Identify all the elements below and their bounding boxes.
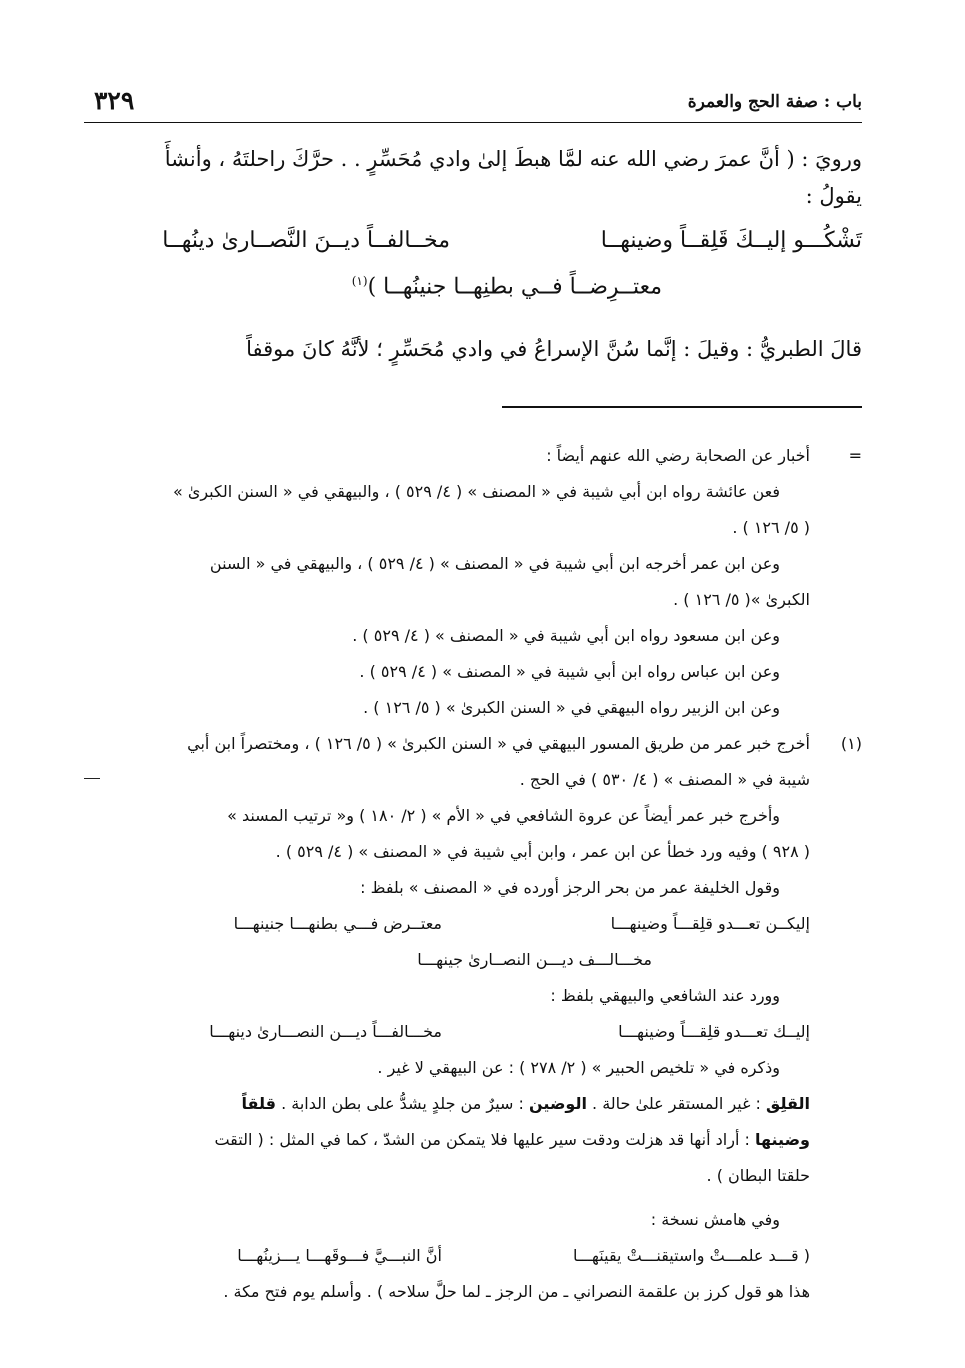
note-text: وعن ابن مسعود رواه ابن أبي شيبة في « المصنف » ( ٤/ ٥٢٩ ) . [352,626,780,645]
note-text: الكبرىٰ »( ٥/ ١٢٦ ) . [673,590,810,609]
glossary-term: وضينها [754,1130,810,1149]
note-line [84,1052,862,1088]
verse-hemistich: مخـــالفـــاً ديـــن النصـــارىٰ دينهـــا [209,1022,442,1041]
note-line [84,620,862,656]
note-line [84,836,862,872]
note-line [84,1204,862,1240]
verse-line-1 [84,222,862,268]
verse-hemistich: إليــك تعـــدو قلِقـــاً وضينهـــا [618,1022,810,1041]
verse-hemistich-1: تَشْكُـــو إليــكَ قَلِقــاً وضينهــا [600,228,862,253]
footnote-ref: (١) [351,274,368,288]
glossary-text: : أراد أنها قد هزلت ودقت سير عليها فلا يتمكن من الشدّ ، كما في المثل : ( التقت [214,1130,755,1149]
main-line-1: ورويَ : ( أنَّ عمرَ رضي الله عنه لمَّا هبطَ إلىٰ وادي مُحَسِّرٍ . . حرَّكَ راحلتَهُ ، وأنشأَ [164,147,862,171]
verse-hemistich: إليكــن تعـــدو قلِقـــاً وضينهـــا [610,914,810,933]
main-text [84,128,862,380]
note-text: وورد عند الشافعي والبيهقي بلفظ : [550,986,780,1005]
note-line [84,440,862,476]
verse-line [84,1016,862,1052]
note-text: ( ٩٢٨ ) وفيه ورد خطأ عن ابن عمر ، وابن أبي شيبة في « المصنف » ( ٤/ ٥٢٩ ) . [275,842,810,861]
footnotes [84,440,862,1312]
glossary-term: قلقاً [241,1094,277,1113]
page-number: ٣٢٩ [94,86,135,115]
note-text: وقول الخليفة عمر من بحر الرجز أورده في « المصنف » بلفظ : [360,878,780,897]
note-line [84,800,862,836]
note-line [84,512,862,548]
note-line [84,980,862,1016]
note-text: حلقتا البطان ) . [706,1166,810,1185]
chapter-title: باب : صفة الحج والعمرة [687,92,862,112]
note-line [84,692,862,728]
note-text: أخرج خبر عمر من طريق المسور البيهقي في « السنن الكبرىٰ » ( ٥/ ١٢٦ ) ، ومختصراً ابن أبي [187,734,810,753]
note-line [84,728,862,764]
verse-line-2 [84,268,862,318]
note-line [84,1088,862,1124]
glossary-term: القلِق [766,1094,810,1113]
note-text: وعن ابن عمر أخرجه ابن أبي شيبة في « المصنف » ( ٤/ ٥٢٩ ) ، والبيهقي في « السنن [209,554,780,573]
note-line [84,584,862,620]
note-text: وذكره في « تلخيص الحبير » ( ٢/ ٢٧٨ ) : عن البيهقي لا غير . [377,1058,780,1077]
verse-hemistich-2: مخــالفــاً ديــنَ النَّصــارىٰ دينُهــا [162,228,450,253]
glossary-line-2 [214,1130,810,1149]
note-line [84,1160,862,1204]
verse-hemistich: ( قـــد علمـــتْ واستيقنـــتْ يقينَهـــا [572,1246,810,1265]
footnote-number: (١) [840,734,862,753]
note-text: شيبة في « المصنف » ( ٤/ ٥٣٠ ) في الحج . [519,770,810,789]
note-text: فعن عائشة رواه ابن أبي شيبة في « المصنف » ( ٤/ ٥٢٩ ) ، والبيهقي في « السنن الكبرىٰ » [172,482,780,501]
note-line [84,1276,862,1312]
note-text: أخبار عن الصحابة رضي الله عنهم أيضاً : [546,446,810,465]
main-line-2: يقولُ : [805,184,862,208]
note-text: وأخرج خبر عمر أيضاً عن عروة الشافعي في « الأم » ( ٢/ ١٨٠ ) و« ترتيب المسند » [227,806,780,825]
verse-line [84,944,862,980]
glossary-term: الوضين [529,1094,587,1113]
continuation-mark: = [848,446,862,465]
note-line [84,548,862,584]
note-line [84,872,862,908]
verse-line [84,1240,862,1276]
note-text: ( ٥/ ١٢٦ ) . [732,518,810,537]
verse-hemistich: معتــرض فـــي بطنهـــا جنينهـــا [233,914,442,933]
note-line [84,764,862,800]
note-text: وفي هامش نسخة : [650,1210,780,1229]
main-line-3: قالَ الطبريُّ : وقيلَ : إنَّما سُنَّ الإسراعُ في وادي مُحَسِّرٍ ؛ لأنَّهُ كانَ موقفاً [246,337,862,361]
footnote-separator [502,406,862,408]
verse-hemistich-3: معتــرِضــاً فــي بطنِهــا جنينُهــا )$^{(١)}$ [351,274,662,300]
note-text: وعن ابن عباس رواه ابن أبي شيبة في « المصنف » ( ٤/ ٥٢٩ ) . [359,662,780,681]
note-line [84,656,862,692]
glossary-line-1 [241,1094,810,1113]
verse-hemistich: مخـــالـــف ديـــن النصــارىٰ جينهـــا [417,950,652,969]
verse-hemistich: أنَّ النبـــيَّ فـــوقَهـــا يـــزينُهـــا [237,1246,442,1265]
page-header [84,88,862,123]
note-line [84,1124,862,1160]
glossary-text: : سيرٌ من جلدٍ يشدُّ على بطن الدابة . [276,1094,530,1113]
margin-dash [84,778,100,779]
note-text: وعن ابن الزبير رواه البيهقي في « السنن الكبرىٰ » ( ٥/ ١٢٦ ) . [363,698,780,717]
note-text: هذا هو قول كرز بن علقمة النصراني ـ من الرجز ـ لما حلَّ سلاحه ) . وأسلم يوم فتح مكة . [223,1282,810,1301]
note-line [84,476,862,512]
glossary-text: : غير المستقر علىٰ حالة . [586,1094,767,1113]
verse-line [84,908,862,944]
